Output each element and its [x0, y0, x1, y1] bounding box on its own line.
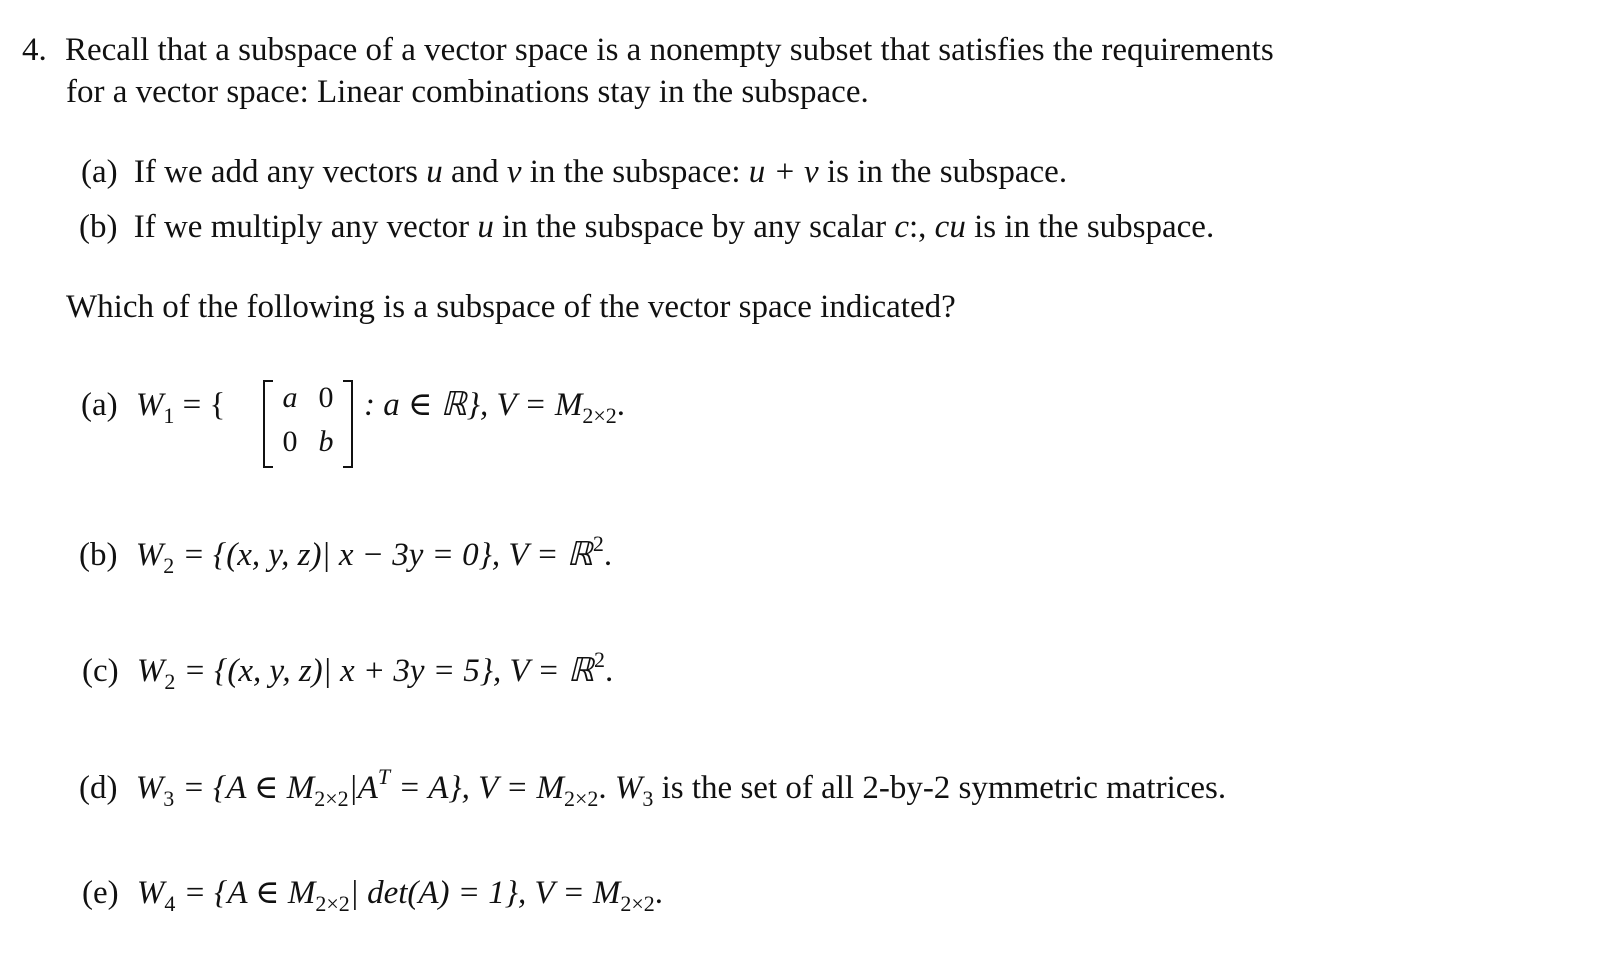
option-b-end: . [603, 537, 613, 573]
question-text: Which of the following is a subspace of the vector space indicated? [66, 289, 956, 325]
intro-text-1: Recall that a subspace of a vector space is a nonempty subset that satisfies the requirements [65, 32, 1274, 68]
option-c-sup: 2 [593, 647, 605, 672]
option-e-part-2: | det(A) = 1}, V = M [349, 875, 621, 911]
rule-a-u: u [426, 154, 443, 190]
option-d-W: W [135, 770, 164, 806]
problem-intro-line-1 [22, 30, 1274, 70]
option-a-end: . [616, 387, 625, 423]
option-b-sup: 2 [592, 531, 604, 556]
option-d-V-sub: 2×2 [563, 786, 599, 811]
option-a-condition: : a ∈ ℝ}, V = M [364, 387, 583, 423]
rule-a-text-3: in the subspace: [529, 154, 741, 190]
option-e-label: (e) [82, 875, 119, 911]
option-c-end: . [604, 653, 614, 689]
option-e-W: W [136, 875, 165, 911]
rule-a-v: v [506, 154, 522, 190]
option-d-transpose: T [377, 764, 391, 789]
matrix-cell-11: a [282, 381, 298, 414]
option-e-end: . [654, 875, 663, 911]
rule-b-text-1: If we multiply any vector [133, 209, 470, 245]
option-c-label: (c) [82, 653, 119, 689]
option-e-V-sub: 2×2 [620, 891, 655, 916]
rule-b-u: u [477, 209, 494, 245]
rule-a-expr: u + v [748, 154, 819, 190]
option-a-V-sub: 2×2 [582, 403, 617, 428]
option-d-part-3: = A}, V = M [398, 770, 564, 806]
option-a-open: = { [182, 387, 226, 423]
option-d [79, 757, 1226, 819]
option-d-W-sub: 3 [163, 786, 175, 811]
rule-a-text-4: is in the subspace. [826, 154, 1068, 190]
option-d-tail: is the set of all 2-by-2 symmetric matrices. [661, 770, 1227, 806]
option-d-part-2: |A [348, 770, 378, 806]
option-d-M-sub: 2×2 [314, 786, 349, 811]
rule-b-cu: cu [934, 209, 966, 245]
option-a-W: W [135, 387, 164, 423]
option-e-W-sub: 4 [164, 891, 176, 916]
rule-b-c: c [894, 209, 909, 245]
rule-b [79, 207, 1214, 247]
rule-b-text-3: :, [909, 209, 927, 245]
option-c [82, 640, 613, 702]
option-b-body: = {(x, y, z)| x − 3y = 0}, V = ℝ [182, 537, 593, 573]
option-a-label: (a) [81, 387, 118, 423]
option-b-label: (b) [79, 537, 118, 573]
rule-a-text-2: and [450, 154, 499, 190]
rule-a-label: (a) [81, 154, 118, 190]
option-a-tail [364, 385, 625, 436]
option-d-label: (d) [79, 770, 118, 806]
matrix-cell-21: 0 [282, 425, 298, 458]
option-d-W-repeat-sub: 3 [642, 786, 654, 811]
option-c-W: W [136, 653, 165, 689]
option-a-W-sub: 1 [163, 403, 175, 428]
option-b [79, 524, 612, 586]
option-e [82, 873, 663, 924]
rule-a-text-1: If we add any vectors [133, 154, 418, 190]
option-a-lead [81, 385, 225, 436]
option-d-part-4: . [598, 770, 607, 806]
option-b-W: W [135, 537, 164, 573]
matrix-cell-22: b [318, 425, 334, 458]
option-d-W-repeat: W [614, 770, 643, 806]
option-b-W-sub: 2 [163, 553, 175, 578]
option-e-M-sub: 2×2 [315, 891, 350, 916]
option-a-matrix [263, 378, 353, 468]
rule-b-label: (b) [79, 209, 118, 245]
option-e-part-1: = {A ∈ M [183, 875, 316, 911]
option-d-part-1: = {A ∈ M [182, 770, 315, 806]
rule-a [81, 152, 1067, 192]
option-c-body: = {(x, y, z)| x + 3y = 5}, V = ℝ [183, 653, 594, 689]
option-c-W-sub: 2 [164, 669, 176, 694]
problem-intro-line-2: for a vector space: Linear combinations stay in the subspace. [66, 74, 869, 110]
rule-b-text-4: is in the subspace. [974, 209, 1215, 245]
rule-b-text-2: in the subspace by any scalar [502, 209, 887, 245]
matrix-left-bracket [263, 380, 273, 468]
matrix-cell-12: 0 [318, 381, 334, 414]
problem-number: 4. [22, 32, 47, 68]
matrix-right-bracket [343, 380, 353, 468]
